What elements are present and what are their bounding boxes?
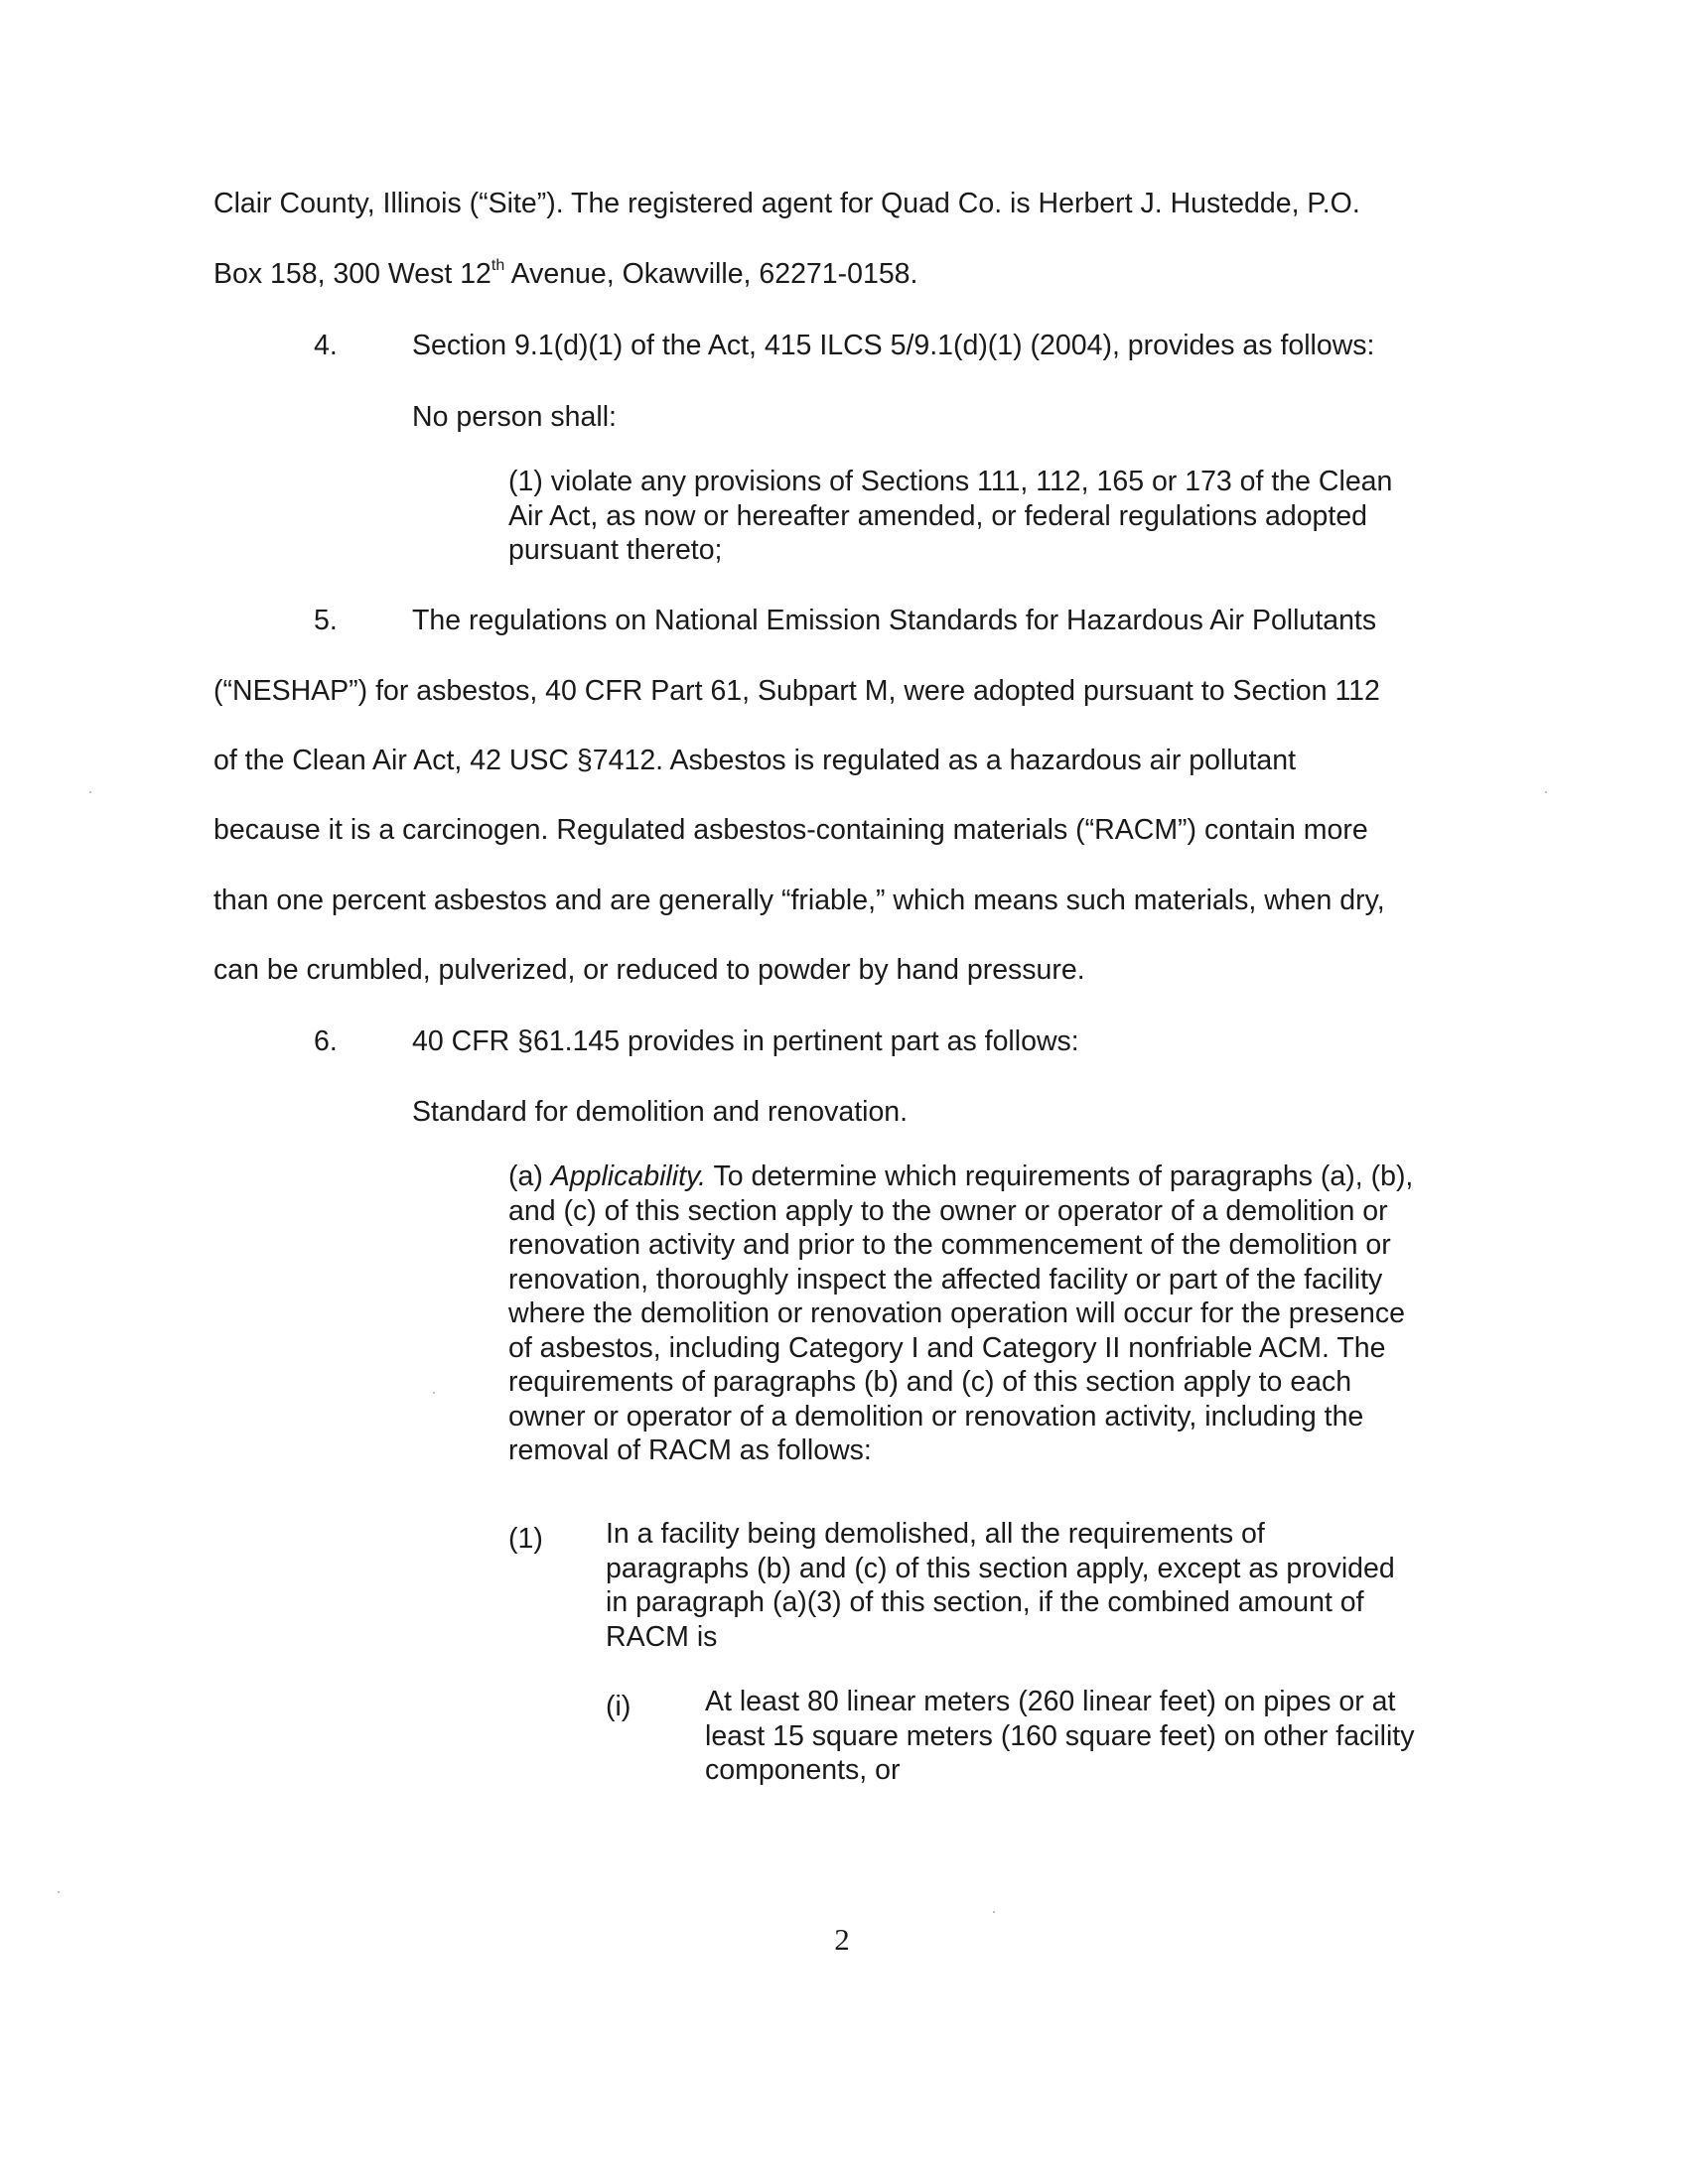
scan-speck [89, 791, 91, 793]
para6-lead: Standard for demolition and renovation. [412, 1096, 909, 1128]
para5-line-3: of the Clean Air Act, 42 USC §7412. Asbestos is regulated as a hazardous air pollutant [213, 745, 1296, 776]
para5-line-5: than one percent asbestos and are generally “friable,” which means such materials, when dry, [213, 885, 1385, 916]
para6-quote [508, 1160, 1481, 1468]
para6-number: 6. [314, 1025, 338, 1057]
para5-line-1: The regulations on National Emission Standards for Hazardous Air Pollutants [412, 605, 1377, 636]
subsub-text: At least 80 linear meters (260 linear feet) on pipes or at least 15 square meters (160 square feet) on other facility components, or [705, 1686, 1415, 1786]
sub1-number: (1) [508, 1523, 543, 1555]
para4-text: Section 9.1(d)(1) of the Act, 415 ILCS 5/9.1(d)(1) (2004), provides as follows: [412, 330, 1375, 361]
scan-speck [1545, 791, 1547, 793]
para4-number: 4. [314, 330, 338, 361]
para5-line-4: because it is a carcinogen. Regulated asbestos-containing materials (“RACM”) contain more [213, 814, 1368, 846]
sub1-text: In a facility being demolished, all the requirements of paragraphs (b) and (c) of this section apply, except as provided in paragraph (a)(3) of this section, if the combined amount of RACM is [606, 1518, 1395, 1653]
para5-line-6: can be crumbled, pulverized, or reduced to powder by hand pressure. [213, 954, 1085, 986]
page-number: 2 [834, 1922, 850, 1957]
quote-italic-heading: Applicability. [550, 1160, 707, 1192]
quote-body: To determine which requirements of paragraphs (a), (b), and (c) of this section apply to the owner or operator of a demolition or renovation activity and prior to the commencement of the demolition or renovation, thoroughly inspect the affected facility or part of the facility where the demolition or renovation operation will occur for the presence of asbestos, including Category I and Category II nonfriable ACM. The requirements of paragraphs (b) and (c) of this section apply to each owner or operator of a demolition or renovation activity, including the removal of RACM as follows: [508, 1160, 1414, 1466]
quote-prefix: (a) [508, 1160, 551, 1192]
scan-speck [993, 1911, 995, 1913]
para5-number: 5. [314, 605, 338, 636]
para4-lead: No person shall: [412, 401, 617, 433]
scan-speck [58, 1891, 60, 1893]
opening-line-2-text: Box 158, 300 West 12 [213, 258, 491, 290]
opening-line-2-rest: Avenue, Okawville, 62271-0158. [504, 258, 918, 290]
para4-quote: (1) violate any provisions of Sections 111, 112, 165 or 173 of the Clean Air Act, as now or hereafter amended, or federal regulations adopted pursuant thereto; [508, 466, 1393, 566]
subsub-number: (i) [606, 1691, 632, 1722]
para5-line-2: (“NESHAP”) for asbestos, 40 CFR Part 61, Subpart M, were adopted pursuant to Section 112 [213, 675, 1380, 707]
ordinal-superscript: th [491, 257, 505, 274]
para6-text: 40 CFR §61.145 provides in pertinent part as follows: [412, 1025, 1079, 1057]
opening-line-2 [213, 257, 918, 290]
opening-line-1: Clair County, Illinois (“Site”). The registered agent for Quad Co. is Herbert J. Hustedde, P.O. [213, 188, 1360, 219]
scan-speck [433, 1392, 435, 1394]
